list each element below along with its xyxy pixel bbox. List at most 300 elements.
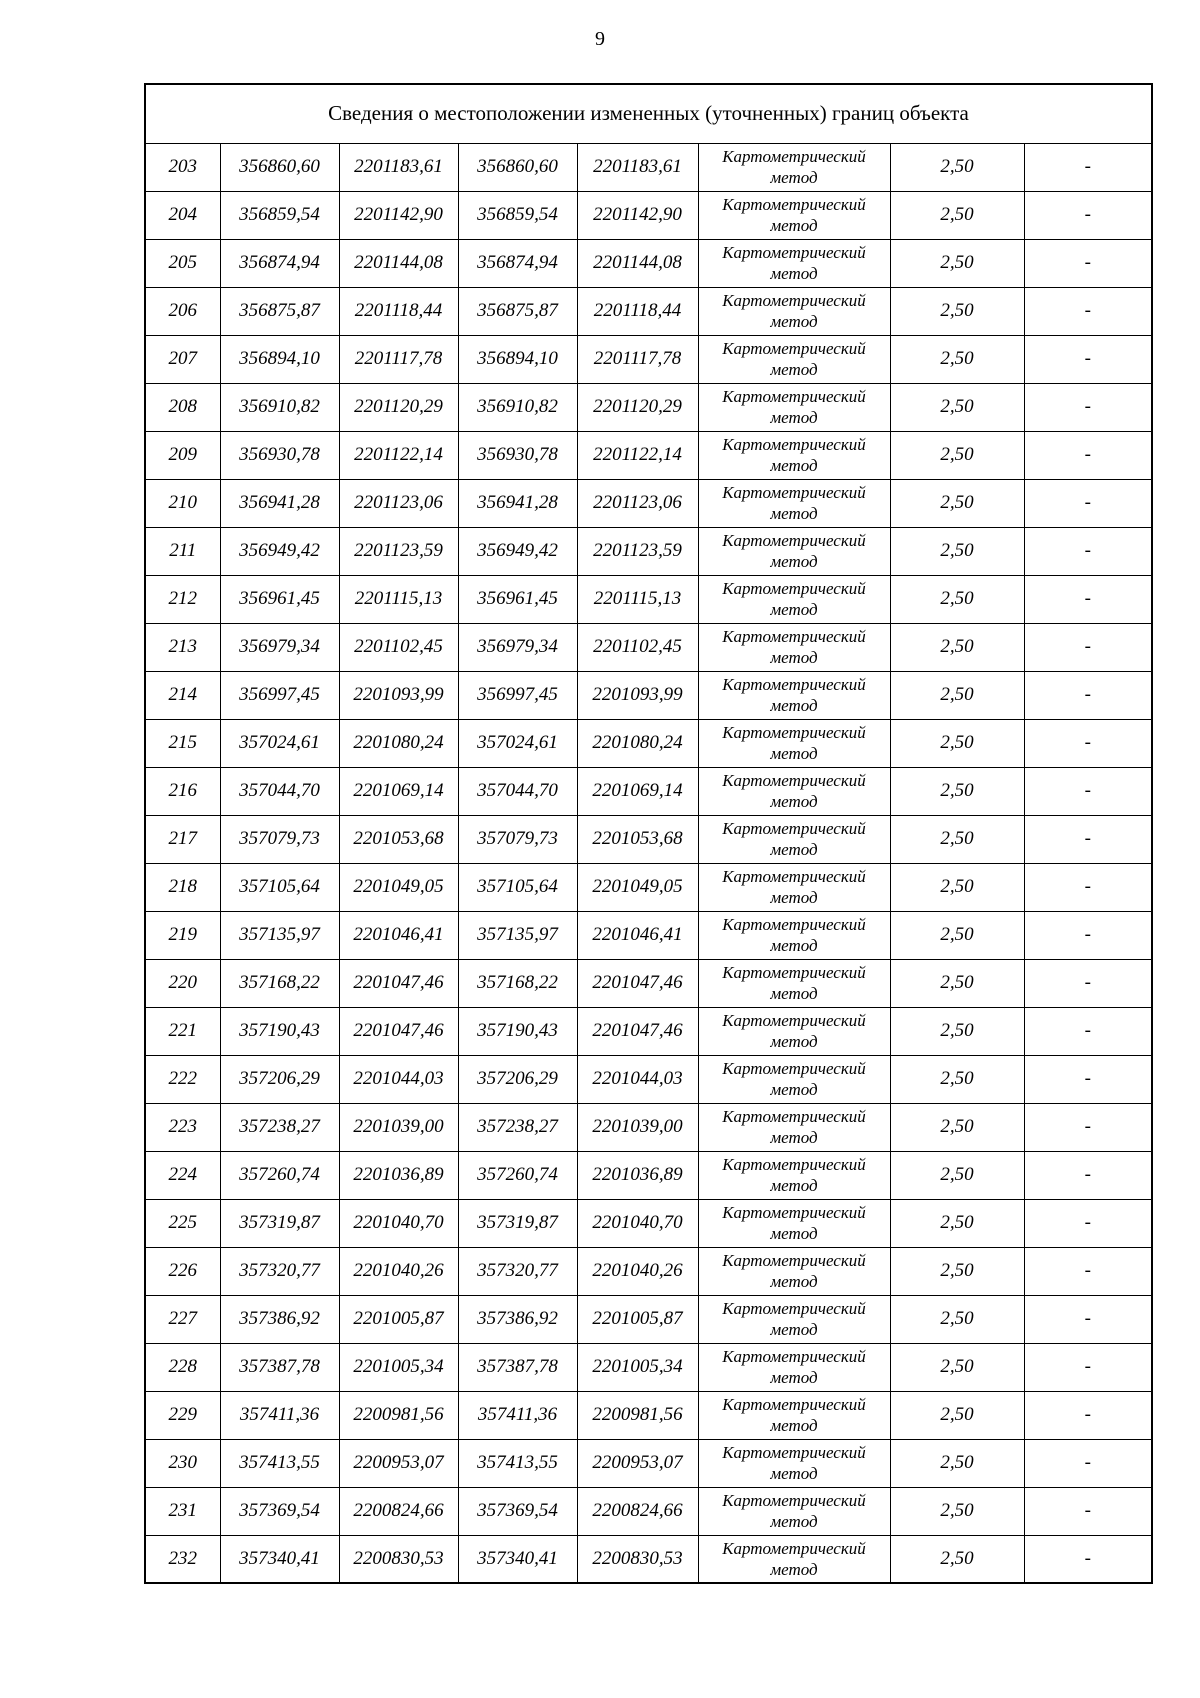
method-line-1: Картометрический: [722, 1491, 866, 1510]
accuracy-cell: 2,50: [890, 863, 1024, 911]
accuracy-cell: 2,50: [890, 335, 1024, 383]
method-line-1: Картометрический: [722, 435, 866, 454]
y-existing-cell: 2200830,53: [339, 1535, 458, 1583]
method-line-2: метод: [770, 744, 818, 763]
y-existing-cell: 2201005,87: [339, 1295, 458, 1343]
x-refined-cell: 356910,82: [458, 383, 577, 431]
y-refined-cell: 2200981,56: [577, 1391, 698, 1439]
accuracy-cell: 2,50: [890, 767, 1024, 815]
method-line-1: Картометрический: [722, 243, 866, 262]
point-number-cell: 214: [145, 671, 220, 719]
y-refined-cell: 2201183,61: [577, 143, 698, 191]
accuracy-cell: 2,50: [890, 383, 1024, 431]
x-existing-cell: 356859,54: [220, 191, 339, 239]
y-existing-cell: 2201080,24: [339, 719, 458, 767]
table-row: [145, 1199, 1152, 1247]
accuracy-cell: 2,50: [890, 1247, 1024, 1295]
y-refined-cell: 2201069,14: [577, 767, 698, 815]
y-existing-cell: 2201102,45: [339, 623, 458, 671]
point-number-cell: 224: [145, 1151, 220, 1199]
accuracy-cell: 2,50: [890, 1295, 1024, 1343]
accuracy-cell: 2,50: [890, 191, 1024, 239]
note-cell: -: [1024, 1343, 1152, 1391]
point-number-cell: 221: [145, 1007, 220, 1055]
y-refined-cell: 2201049,05: [577, 863, 698, 911]
accuracy-cell: 2,50: [890, 1199, 1024, 1247]
x-refined-cell: 356961,45: [458, 575, 577, 623]
y-refined-cell: 2200953,07: [577, 1439, 698, 1487]
y-existing-cell: 2201118,44: [339, 287, 458, 335]
method-line-1: Картометрический: [722, 723, 866, 742]
y-refined-cell: 2201040,26: [577, 1247, 698, 1295]
method-cell: [698, 1343, 890, 1391]
accuracy-cell: 2,50: [890, 719, 1024, 767]
method-cell: [698, 959, 890, 1007]
method-cell: [698, 1295, 890, 1343]
x-refined-cell: 357260,74: [458, 1151, 577, 1199]
x-refined-cell: 357413,55: [458, 1439, 577, 1487]
table-row: [145, 863, 1152, 911]
y-existing-cell: 2201122,14: [339, 431, 458, 479]
x-refined-cell: 356874,94: [458, 239, 577, 287]
method-line-2: метод: [770, 1032, 818, 1051]
x-existing-cell: 357387,78: [220, 1343, 339, 1391]
x-existing-cell: 357260,74: [220, 1151, 339, 1199]
accuracy-cell: 2,50: [890, 623, 1024, 671]
point-number-cell: 218: [145, 863, 220, 911]
point-number-cell: 231: [145, 1487, 220, 1535]
point-number-cell: 209: [145, 431, 220, 479]
method-line-2: метод: [770, 408, 818, 427]
accuracy-cell: 2,50: [890, 1151, 1024, 1199]
note-cell: -: [1024, 1535, 1152, 1583]
note-cell: -: [1024, 815, 1152, 863]
y-existing-cell: 2201123,59: [339, 527, 458, 575]
point-number-cell: 227: [145, 1295, 220, 1343]
method-cell: [698, 1103, 890, 1151]
x-existing-cell: 356930,78: [220, 431, 339, 479]
method-cell: [698, 527, 890, 575]
x-refined-cell: 357206,29: [458, 1055, 577, 1103]
y-existing-cell: 2201120,29: [339, 383, 458, 431]
y-existing-cell: 2201117,78: [339, 335, 458, 383]
point-number-cell: 207: [145, 335, 220, 383]
x-existing-cell: 356894,10: [220, 335, 339, 383]
x-existing-cell: 357411,36: [220, 1391, 339, 1439]
x-refined-cell: 357340,41: [458, 1535, 577, 1583]
note-cell: -: [1024, 911, 1152, 959]
note-cell: -: [1024, 1391, 1152, 1439]
y-refined-cell: 2201080,24: [577, 719, 698, 767]
point-number-cell: 211: [145, 527, 220, 575]
x-existing-cell: 356979,34: [220, 623, 339, 671]
accuracy-cell: 2,50: [890, 815, 1024, 863]
method-line-2: метод: [770, 888, 818, 907]
x-existing-cell: 357369,54: [220, 1487, 339, 1535]
x-refined-cell: 356894,10: [458, 335, 577, 383]
y-refined-cell: 2200824,66: [577, 1487, 698, 1535]
y-refined-cell: 2201093,99: [577, 671, 698, 719]
method-cell: [698, 815, 890, 863]
x-existing-cell: 357024,61: [220, 719, 339, 767]
point-number-cell: 204: [145, 191, 220, 239]
point-number-cell: 232: [145, 1535, 220, 1583]
accuracy-cell: 2,50: [890, 1535, 1024, 1583]
y-refined-cell: 2200830,53: [577, 1535, 698, 1583]
note-cell: -: [1024, 479, 1152, 527]
method-line-1: Картометрический: [722, 1443, 866, 1462]
table-row: [145, 911, 1152, 959]
boundary-coordinates-table: [144, 83, 1153, 1584]
y-existing-cell: 2201047,46: [339, 1007, 458, 1055]
table-row: [145, 239, 1152, 287]
note-cell: -: [1024, 623, 1152, 671]
method-line-1: Картометрический: [722, 1347, 866, 1366]
table-row: [145, 623, 1152, 671]
method-line-1: Картометрический: [722, 675, 866, 694]
method-line-1: Картометрический: [722, 915, 866, 934]
y-refined-cell: 2201047,46: [577, 959, 698, 1007]
method-line-2: метод: [770, 360, 818, 379]
x-existing-cell: 356910,82: [220, 383, 339, 431]
x-refined-cell: 357024,61: [458, 719, 577, 767]
note-cell: -: [1024, 1007, 1152, 1055]
accuracy-cell: 2,50: [890, 1439, 1024, 1487]
note-cell: -: [1024, 575, 1152, 623]
accuracy-cell: 2,50: [890, 671, 1024, 719]
y-existing-cell: 2201046,41: [339, 911, 458, 959]
y-refined-cell: 2201040,70: [577, 1199, 698, 1247]
method-line-1: Картометрический: [722, 1395, 866, 1414]
method-line-1: Картометрический: [722, 291, 866, 310]
x-existing-cell: 357190,43: [220, 1007, 339, 1055]
accuracy-cell: 2,50: [890, 479, 1024, 527]
accuracy-cell: 2,50: [890, 1391, 1024, 1439]
method-line-1: Картометрический: [722, 963, 866, 982]
x-refined-cell: 357369,54: [458, 1487, 577, 1535]
note-cell: -: [1024, 383, 1152, 431]
method-line-2: метод: [770, 1176, 818, 1195]
accuracy-cell: 2,50: [890, 1055, 1024, 1103]
x-refined-cell: 357190,43: [458, 1007, 577, 1055]
method-line-2: метод: [770, 312, 818, 331]
x-existing-cell: 356860,60: [220, 143, 339, 191]
method-line-2: метод: [770, 168, 818, 187]
point-number-cell: 205: [145, 239, 220, 287]
y-existing-cell: 2201069,14: [339, 767, 458, 815]
x-refined-cell: 356941,28: [458, 479, 577, 527]
method-cell: [698, 671, 890, 719]
table-row: [145, 1343, 1152, 1391]
point-number-cell: 228: [145, 1343, 220, 1391]
x-existing-cell: 357386,92: [220, 1295, 339, 1343]
x-refined-cell: 356949,42: [458, 527, 577, 575]
note-cell: -: [1024, 1295, 1152, 1343]
note-cell: -: [1024, 143, 1152, 191]
x-existing-cell: 357168,22: [220, 959, 339, 1007]
table-row: [145, 1151, 1152, 1199]
method-cell: [698, 1247, 890, 1295]
note-cell: -: [1024, 1103, 1152, 1151]
point-number-cell: 203: [145, 143, 220, 191]
note-cell: -: [1024, 1487, 1152, 1535]
point-number-cell: 220: [145, 959, 220, 1007]
point-number-cell: 222: [145, 1055, 220, 1103]
method-line-1: Картометрический: [722, 1538, 866, 1558]
y-refined-cell: 2201044,03: [577, 1055, 698, 1103]
note-cell: -: [1024, 191, 1152, 239]
method-line-2: метод: [770, 1224, 818, 1243]
x-existing-cell: 357105,64: [220, 863, 339, 911]
x-existing-cell: 356949,42: [220, 527, 339, 575]
method-line-1: Картометрический: [722, 819, 866, 838]
method-cell: [698, 1487, 890, 1535]
x-existing-cell: 356941,28: [220, 479, 339, 527]
x-refined-cell: 356875,87: [458, 287, 577, 335]
y-existing-cell: 2200824,66: [339, 1487, 458, 1535]
y-existing-cell: 2201053,68: [339, 815, 458, 863]
method-cell: [698, 623, 890, 671]
method-line-1: Картометрический: [722, 1107, 866, 1126]
x-existing-cell: 357044,70: [220, 767, 339, 815]
method-line-2: метод: [770, 1080, 818, 1099]
accuracy-cell: 2,50: [890, 1487, 1024, 1535]
method-line-1: Картометрический: [722, 387, 866, 406]
method-line-1: Картометрический: [722, 1251, 866, 1270]
x-refined-cell: 357411,36: [458, 1391, 577, 1439]
table-row: [145, 143, 1152, 191]
note-cell: -: [1024, 1151, 1152, 1199]
point-number-cell: 213: [145, 623, 220, 671]
y-refined-cell: 2201005,34: [577, 1343, 698, 1391]
method-line-2: метод: [770, 1416, 818, 1435]
y-existing-cell: 2201039,00: [339, 1103, 458, 1151]
x-existing-cell: 356997,45: [220, 671, 339, 719]
method-line-2: метод: [770, 1464, 818, 1483]
y-existing-cell: 2200953,07: [339, 1439, 458, 1487]
x-refined-cell: 357386,92: [458, 1295, 577, 1343]
accuracy-cell: 2,50: [890, 143, 1024, 191]
table-body: [145, 84, 1152, 1583]
method-line-1: Картометрический: [722, 627, 866, 646]
x-refined-cell: 357387,78: [458, 1343, 577, 1391]
y-existing-cell: 2201040,70: [339, 1199, 458, 1247]
x-existing-cell: 357135,97: [220, 911, 339, 959]
method-line-2: метод: [770, 216, 818, 235]
accuracy-cell: 2,50: [890, 575, 1024, 623]
table-row: [145, 719, 1152, 767]
accuracy-cell: 2,50: [890, 431, 1024, 479]
method-cell: [698, 431, 890, 479]
x-existing-cell: 357340,41: [220, 1535, 339, 1583]
method-line-1: Картометрический: [722, 531, 866, 550]
note-cell: -: [1024, 863, 1152, 911]
y-refined-cell: 2201115,13: [577, 575, 698, 623]
method-line-1: Картометрический: [722, 1011, 866, 1030]
method-line-1: Картометрический: [722, 339, 866, 358]
x-existing-cell: 357206,29: [220, 1055, 339, 1103]
method-cell: [698, 1055, 890, 1103]
point-number-cell: 223: [145, 1103, 220, 1151]
method-line-2: метод: [770, 1272, 818, 1291]
x-refined-cell: 357319,87: [458, 1199, 577, 1247]
y-existing-cell: 2201049,05: [339, 863, 458, 911]
method-cell: [698, 383, 890, 431]
method-cell: [698, 479, 890, 527]
note-cell: -: [1024, 1247, 1152, 1295]
point-number-cell: 217: [145, 815, 220, 863]
method-line-1: Картометрический: [722, 867, 866, 886]
point-number-cell: 206: [145, 287, 220, 335]
method-cell: [698, 767, 890, 815]
y-existing-cell: 2201144,08: [339, 239, 458, 287]
y-refined-cell: 2201039,00: [577, 1103, 698, 1151]
y-refined-cell: 2201036,89: [577, 1151, 698, 1199]
table-title: Сведения о местоположении измененных (уточненных) границ объекта: [145, 84, 1152, 143]
y-refined-cell: 2201123,06: [577, 479, 698, 527]
point-number-cell: 229: [145, 1391, 220, 1439]
x-existing-cell: 357320,77: [220, 1247, 339, 1295]
y-existing-cell: 2201093,99: [339, 671, 458, 719]
note-cell: -: [1024, 719, 1152, 767]
table-row: [145, 959, 1152, 1007]
method-cell: [698, 335, 890, 383]
point-number-cell: 212: [145, 575, 220, 623]
table-row: [145, 1103, 1152, 1151]
y-refined-cell: 2201102,45: [577, 623, 698, 671]
x-refined-cell: 357320,77: [458, 1247, 577, 1295]
method-line-2: метод: [770, 1368, 818, 1387]
table-row: [145, 335, 1152, 383]
point-number-cell: 226: [145, 1247, 220, 1295]
method-cell: [698, 1535, 890, 1583]
method-cell: [698, 1391, 890, 1439]
method-cell: [698, 575, 890, 623]
note-cell: -: [1024, 335, 1152, 383]
method-line-1: Картометрический: [722, 147, 866, 166]
note-cell: -: [1024, 1055, 1152, 1103]
x-refined-cell: 357238,27: [458, 1103, 577, 1151]
y-refined-cell: 2201053,68: [577, 815, 698, 863]
table-row: [145, 191, 1152, 239]
x-refined-cell: 357105,64: [458, 863, 577, 911]
method-line-2: метод: [770, 792, 818, 811]
point-number-cell: 210: [145, 479, 220, 527]
y-refined-cell: 2201142,90: [577, 191, 698, 239]
y-existing-cell: 2201047,46: [339, 959, 458, 1007]
table-row: [145, 287, 1152, 335]
table-title-row: [145, 84, 1152, 143]
point-number-cell: 215: [145, 719, 220, 767]
method-cell: [698, 719, 890, 767]
note-cell: -: [1024, 959, 1152, 1007]
x-refined-cell: 356979,34: [458, 623, 577, 671]
x-refined-cell: 356997,45: [458, 671, 577, 719]
table-row: [145, 383, 1152, 431]
table-row: [145, 431, 1152, 479]
method-line-2: метод: [770, 504, 818, 523]
method-line-2: метод: [770, 1512, 818, 1531]
x-existing-cell: 356961,45: [220, 575, 339, 623]
table-row: [145, 671, 1152, 719]
note-cell: -: [1024, 671, 1152, 719]
accuracy-cell: 2,50: [890, 959, 1024, 1007]
y-refined-cell: 2201047,46: [577, 1007, 698, 1055]
table-row: [145, 1487, 1152, 1535]
y-refined-cell: 2201005,87: [577, 1295, 698, 1343]
method-line-2: метод: [770, 1128, 818, 1147]
y-existing-cell: 2201036,89: [339, 1151, 458, 1199]
method-line-2: метод: [770, 1559, 818, 1579]
accuracy-cell: 2,50: [890, 527, 1024, 575]
x-refined-cell: 356859,54: [458, 191, 577, 239]
method-cell: [698, 239, 890, 287]
y-existing-cell: 2201115,13: [339, 575, 458, 623]
y-refined-cell: 2201123,59: [577, 527, 698, 575]
table-row: [145, 767, 1152, 815]
x-existing-cell: 357319,87: [220, 1199, 339, 1247]
method-line-1: Картометрический: [722, 483, 866, 502]
x-refined-cell: 356930,78: [458, 431, 577, 479]
x-existing-cell: 356875,87: [220, 287, 339, 335]
method-line-2: метод: [770, 840, 818, 859]
y-existing-cell: 2201044,03: [339, 1055, 458, 1103]
method-cell: [698, 1151, 890, 1199]
point-number-cell: 219: [145, 911, 220, 959]
y-existing-cell: 2201040,26: [339, 1247, 458, 1295]
table-row: [145, 1295, 1152, 1343]
accuracy-cell: 2,50: [890, 239, 1024, 287]
note-cell: -: [1024, 1439, 1152, 1487]
y-existing-cell: 2201183,61: [339, 143, 458, 191]
method-line-1: Картометрический: [722, 1059, 866, 1078]
method-line-2: метод: [770, 696, 818, 715]
method-cell: [698, 191, 890, 239]
method-line-2: метод: [770, 648, 818, 667]
x-refined-cell: 357044,70: [458, 767, 577, 815]
method-line-2: метод: [770, 600, 818, 619]
x-refined-cell: 356860,60: [458, 143, 577, 191]
table-row: [145, 1055, 1152, 1103]
method-line-1: Картометрический: [722, 1155, 866, 1174]
method-cell: [698, 143, 890, 191]
point-number-cell: 216: [145, 767, 220, 815]
method-cell: [698, 863, 890, 911]
y-refined-cell: 2201144,08: [577, 239, 698, 287]
table-row: [145, 479, 1152, 527]
note-cell: -: [1024, 431, 1152, 479]
point-number-cell: 208: [145, 383, 220, 431]
table-row: [145, 527, 1152, 575]
method-cell: [698, 911, 890, 959]
accuracy-cell: 2,50: [890, 1007, 1024, 1055]
x-refined-cell: 357168,22: [458, 959, 577, 1007]
method-line-2: метод: [770, 936, 818, 955]
method-line-2: метод: [770, 264, 818, 283]
method-line-2: метод: [770, 984, 818, 1003]
x-existing-cell: 357413,55: [220, 1439, 339, 1487]
note-cell: -: [1024, 239, 1152, 287]
method-line-1: Картометрический: [722, 771, 866, 790]
note-cell: -: [1024, 287, 1152, 335]
y-refined-cell: 2201046,41: [577, 911, 698, 959]
y-refined-cell: 2201120,29: [577, 383, 698, 431]
y-refined-cell: 2201118,44: [577, 287, 698, 335]
x-existing-cell: 356874,94: [220, 239, 339, 287]
point-number-cell: 230: [145, 1439, 220, 1487]
method-line-1: Картометрический: [722, 1299, 866, 1318]
y-existing-cell: 2200981,56: [339, 1391, 458, 1439]
